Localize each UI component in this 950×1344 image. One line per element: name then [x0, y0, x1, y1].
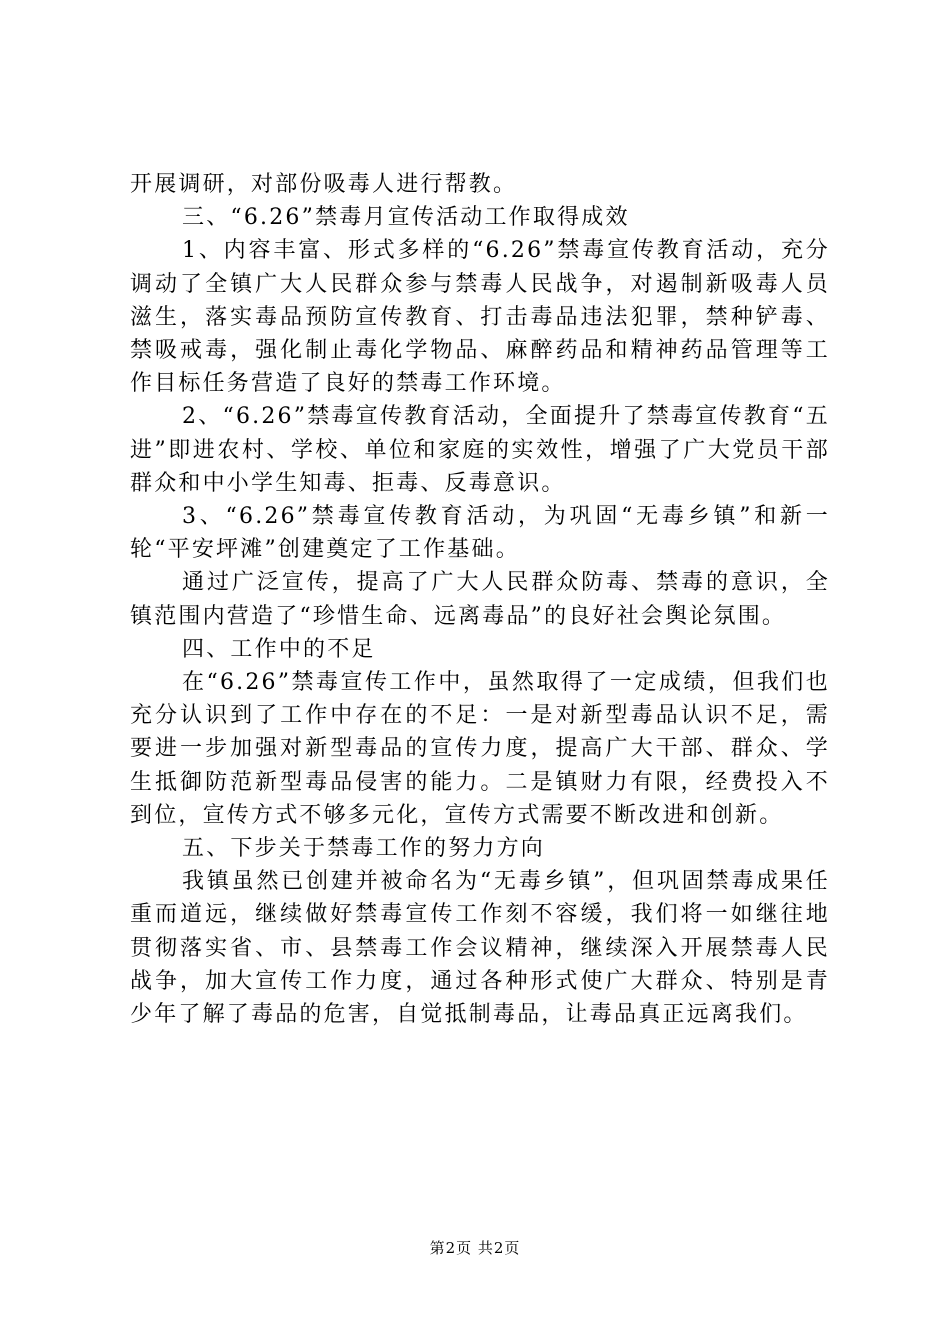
paragraph: 2、“6.26”禁毒宣传教育活动，全面提升了禁毒宣传教育“五进”即进农村、学校、单位和家庭的实效性，增强了广大党员干部群众和中小学生知毒、拒毒、反毒意识。	[130, 404, 830, 496]
page-footer	[0, 1237, 950, 1258]
paragraph: 在“6.26”禁毒宣传工作中，虽然取得了一定成绩，但我们也充分认识到了工作中存在的不足：一是对新型毒品认识不足，需要进一步加强对新型毒品的宣传力度，提高广大干部、群众、学生抵御防范新型毒品侵害的能力。二是镇财力有限，经费投入不到位，宣传方式不够多元化，宣传方式需要不断改进和创新。	[130, 670, 830, 828]
paragraph: 通过广泛宣传，提高了广大人民群众防毒、禁毒的意识，全镇范围内营造了“珍惜生命、远离毒品”的良好社会舆论氛围。	[130, 570, 830, 629]
page-number-label: 第2页 共2页	[429, 1239, 521, 1257]
paragraph: 1、内容丰富、形式多样的“6.26”禁毒宣传教育活动，充分调动了全镇广大人民群众参与禁毒人民战争，对遏制新吸毒人员滋生，落实毒品预防宣传教育、打击毒品违法犯罪，禁种铲毒、禁吸戒毒，强化制止毒化学物品、麻醉药品和精神药品管理等工作目标任务营造了良好的禁毒工作环境。	[130, 238, 830, 397]
section-heading: 五、下步关于禁毒工作的努力方向	[182, 836, 546, 862]
section-heading: 四、工作中的不足	[182, 636, 376, 662]
document-body	[130, 168, 830, 1031]
paragraph: 开展调研，对部份吸毒人进行帮教。	[130, 172, 518, 197]
paragraph: 3、“6.26”禁毒宣传教育活动，为巩固“无毒乡镇”和新一轮“平安坪滩”创建奠定了工作基础。	[130, 504, 830, 563]
section-heading: 三、“6.26”禁毒月宣传活动工作取得成效	[182, 205, 630, 231]
paragraph: 我镇虽然已创建并被命名为“无毒乡镇”，但巩固禁毒成果任重而道远，继续做好禁毒宣传工作刻不容缓，我们将一如继往地贯彻落实省、市、县禁毒工作会议精神，继续深入开展禁毒人民战争，加大宣传工作力度，通过各种形式使广大群众、特别是青少年了解了毒品的危害，自觉抵制毒品，让毒品真正远离我们。	[130, 869, 830, 1028]
